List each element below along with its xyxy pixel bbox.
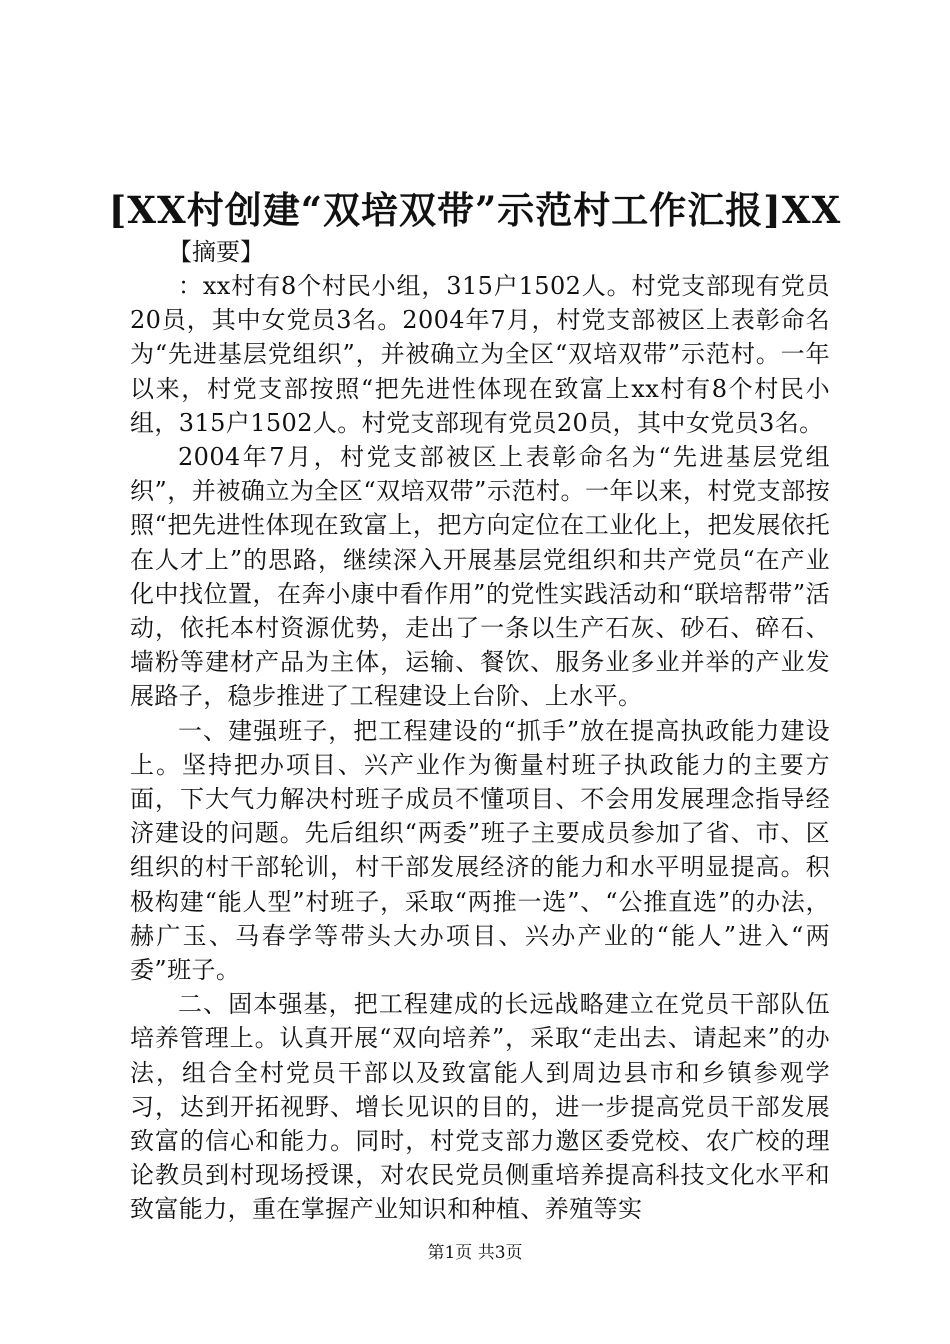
- paragraph-summary: ：xx村有8个村民小组，315户1502人。村党支部现有党员20员，其中女党员3名。2004年7月，村党支部被区上表彰命名为“先进基层党组织”，并被确立为全区“双培双带”示范村。一年以来，村党支部按照“把先进性体现在致富上xx村有8个村民小组，315户1502人。村党支部现有党员20员，其中女党员3名。: [130, 272, 830, 437]
- paragraph-section-two: 二、固本强基，把工程建成的长远战略建立在党员干部队伍培养管理上。认真开展“双向培养”，采取“走出去、请起来”的办法，组合全村党员干部以及致富能人到周边县市和乡镇参观学习，达到开拓视野、增长见识的目的，进一步提高党员干部发展致富的信心和能力。同时，村党支部力邀区委党校、农广校的理论教员到村现场授课，对农民党员侧重培养提高科技文化水平和致富能力，重在掌握产业知识和种植、养殖等实: [130, 990, 830, 1224]
- page-footer: 第1页 共3页: [427, 1243, 523, 1263]
- document-title: [XX村创建“双培双带”示范村工作汇报]XX: [108, 188, 842, 232]
- abstract-label: 【摘要】: [168, 238, 264, 266]
- paragraph-section-one: 一、建强班子，把工程建设的“抓手”放在提高执政能力建设上。坚持把办项目、兴产业作为衡量村班子执政能力的主要方面，下大气力解决村班子成员不懂项目、不会用发展理念指导经济建设的问题。先后组织“两委”班子主要成员参加了省、市、区组织的村干部轮训，村干部发展经济的能力和水平明显提高。积极构建“能人型”村班子，采取“两推一选”、“公推直选”的办法，赫广玉、马春学等带头大办项目、兴办产业的“能人”进入“两委”班子。: [130, 716, 830, 985]
- document-body: [130, 235, 830, 1227]
- paragraph-intro: 2004年7月，村党支部被区上表彰命名为“先进基层党组织”，并被确立为全区“双培双带”示范村。一年以来，村党支部按照“把先进性体现在致富上，把方向定位在工业化上，把发展依托在人才上”的思路，继续深入开展基层党组织和共产党员“在产业化中找位置，在奔小康中看作用”的党性实践活动和“联培帮带”活动，依托本村资源优势，走出了一条以生产石灰、砂石、碎石、墙粉等建材产品为主体，运输、餐饮、服务业多业并举的产业发展路子，稳步推进了工程建设上台阶、上水平。: [130, 443, 830, 711]
